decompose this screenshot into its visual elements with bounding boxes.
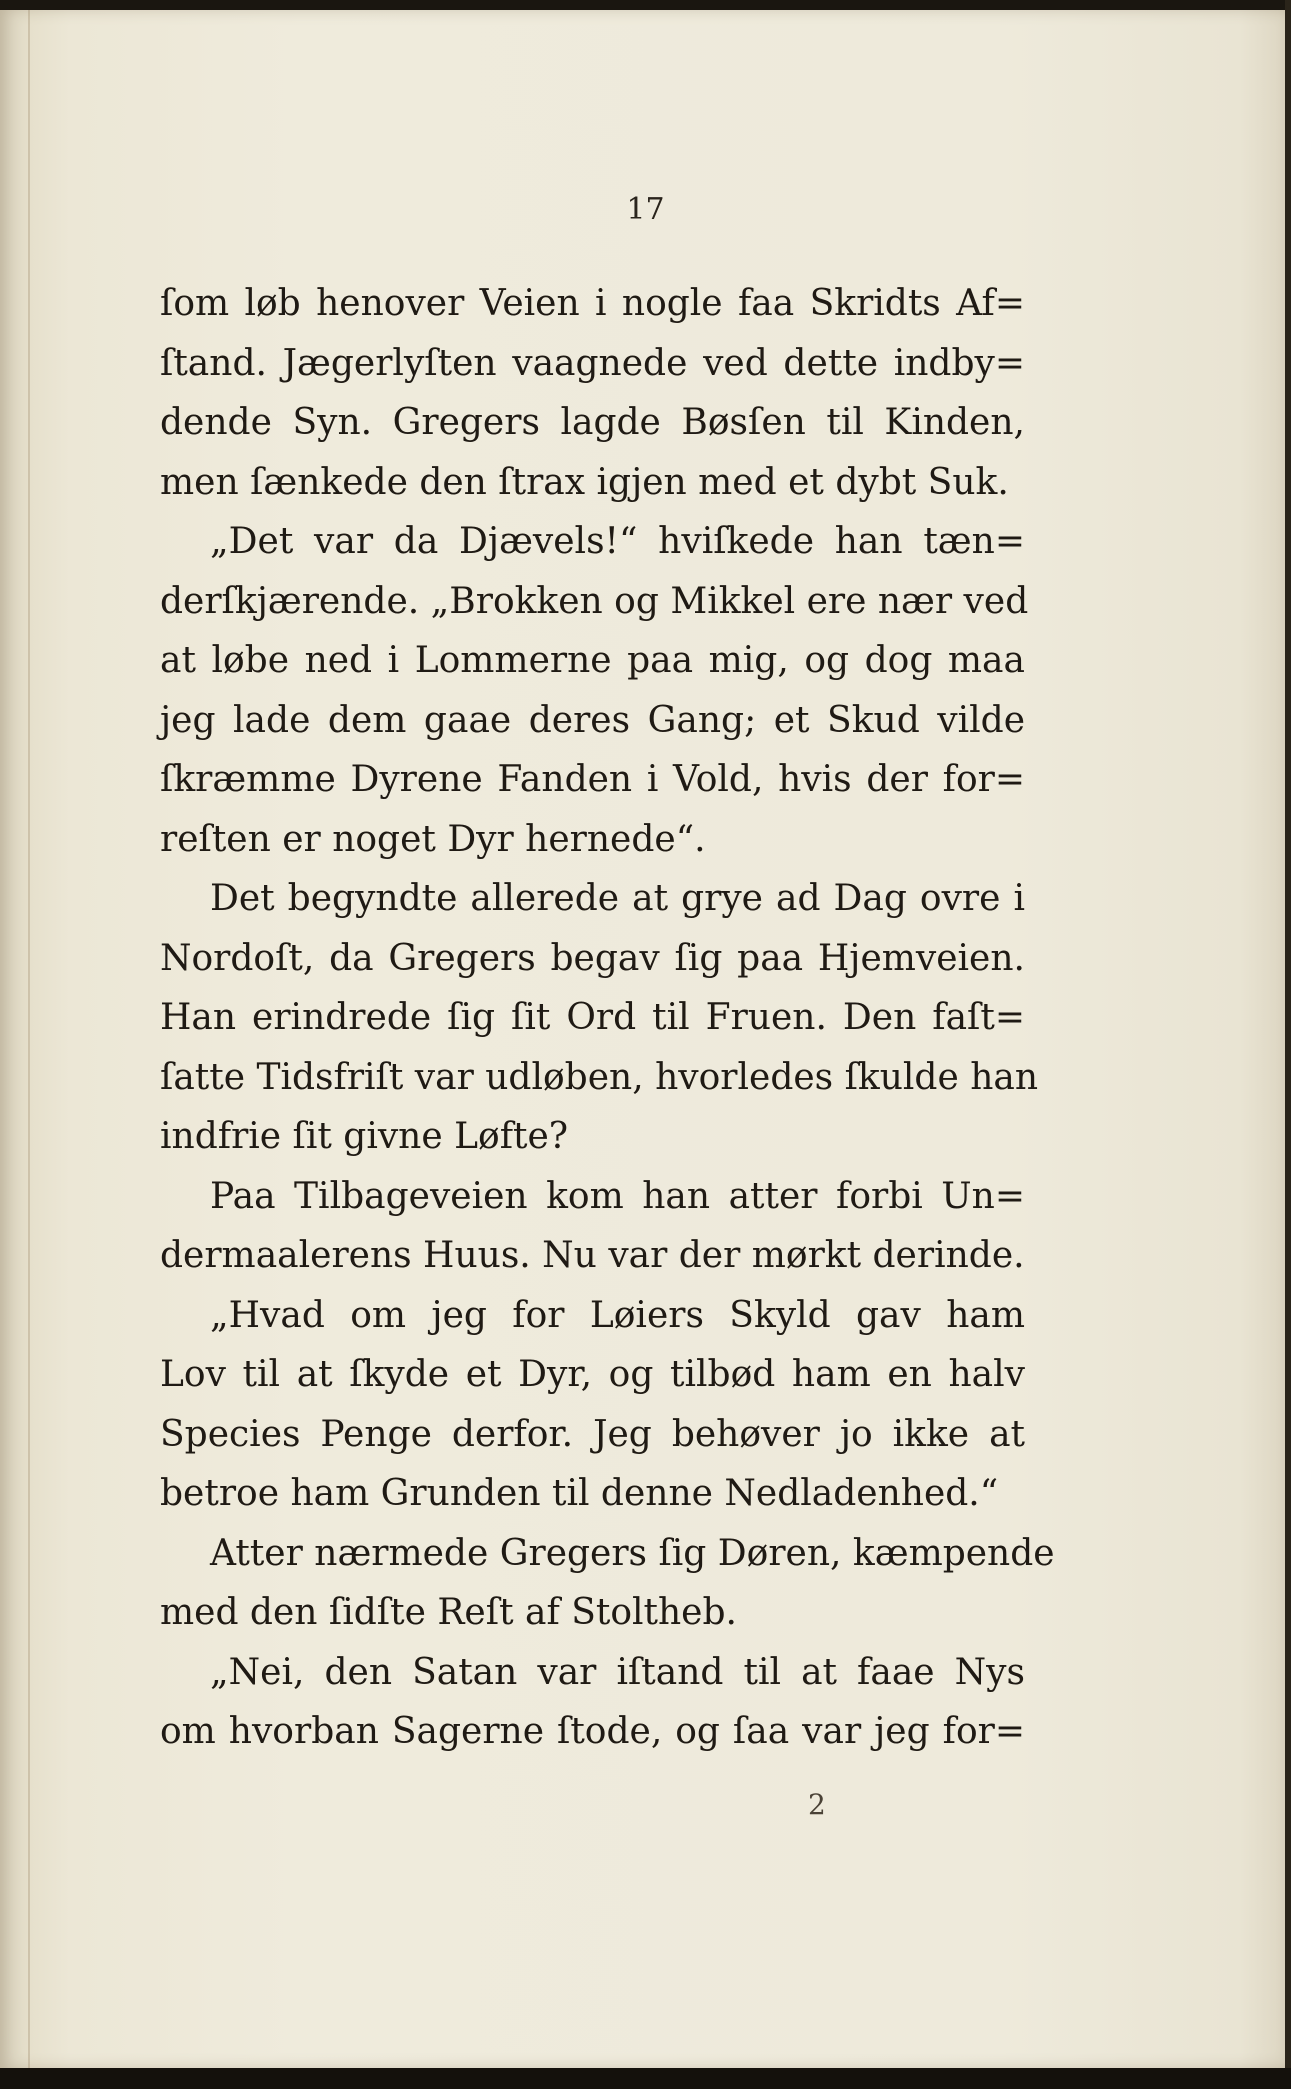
page-gutter (28, 10, 30, 2068)
text-line: indfrie ſit givne Løfte? (160, 1116, 569, 1157)
text-line: derſkjærende. „Brokken og Mikkel ere nær ved (160, 580, 1029, 622)
text-line: at løbe ned i Lommerne paa mig, og dog maa (160, 640, 1025, 681)
text-line: ſom løb henover Veien i nogle faa Skridts Af= (160, 283, 1025, 324)
text-line: Lov til at ſkyde et Dyr, og tilbød ham en halv (160, 1354, 1025, 1395)
body-text (160, 274, 1055, 1762)
text-line: Nordoſt, da Gregers begav ſig paa Hjemveien. (160, 937, 1025, 979)
text-line: ſtand. Jægerlyſten vaagnede ved dette indby= (160, 342, 1025, 384)
text-line: Han erindrede ſig ſit Ord til Fruen. Den faſt= (160, 997, 1025, 1038)
signature-mark: 2 (808, 1788, 826, 1821)
text-line: Species Penge derfor. Jeg behøver jo ikke at (160, 1413, 1025, 1455)
text-line: „Nei, den Satan var iſtand til at faae Nys (210, 1651, 1025, 1693)
text-line: Atter nærmede Gregers ſig Døren, kæmpende (210, 1532, 1055, 1574)
text-line: betroe ham Grunden til denne Nedladenhed.“ (160, 1473, 999, 1514)
text-line: „Det var da Djævels!“ hviſkede han tæn= (210, 521, 1025, 562)
text-line: Det begyndte allerede at grye ad Dag ovre i (210, 878, 1025, 919)
text-line: jeg lade dem gaae deres Gang; et Skud vilde (160, 699, 1025, 741)
text-line: men ſænkede den ſtrax igjen med et dybt Suk. (160, 461, 1009, 503)
page-edge-right (1285, 0, 1291, 2089)
text-line: med den ſidſte Reſt af Stoltheb. (160, 1592, 737, 1633)
text-line: „Hvad om jeg for Løiers Skyld gav ham (210, 1294, 1025, 1336)
text-line: ſkræmme Dyrene Fanden i Vold, hvis der for= (160, 759, 1025, 800)
text-line: ſatte Tidsfriſt var udløben, hvorledes ſkulde han (160, 1056, 1039, 1098)
text-line: Paa Tilbageveien kom han atter forbi Un= (210, 1175, 1025, 1217)
text-line: om hvorban Sagerne ſtode, og ſaa var jeg for= (160, 1711, 1025, 1752)
text-line: reſten er noget Dyr hernede“. (160, 818, 706, 860)
text-line: dende Syn. Gregers lagde Bøsſen til Kinden, (160, 402, 1025, 443)
text-line: dermaalerens Huus. Nu var der mørkt derinde. (160, 1235, 1025, 1276)
page-number: 17 (626, 192, 665, 227)
page-edge-bottom (0, 2068, 1291, 2089)
